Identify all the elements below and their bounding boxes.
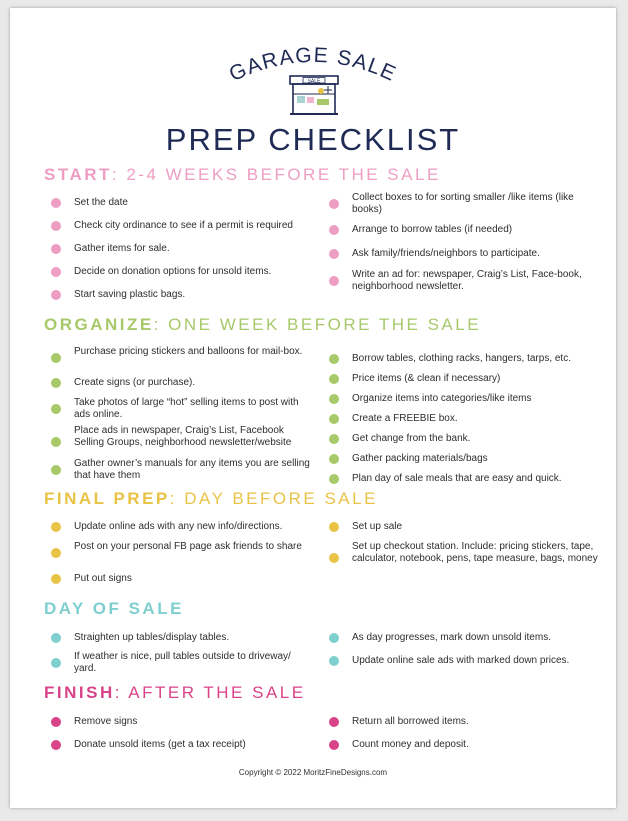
checklist-page: GARAGE SALE SALE PREP CHECKLIST START: 2-4 WEEKS BEFORE THE SALE Set the date Check city ordinance to see if a permit is required Gather items for sale. Decide on donation options for unsold items. Start saving plastic bags. Collect boxes to for sorting smaller /like items (like books) Arrange to borrow tables (if needed) Ask family/friends/neighbors to participate. Write an ad for: newspaper, Craig’s List, Face-book, neighborhood newsletter. ORGANIZE: ONE WEEK BEFORE THE SALE Purchase pricing stickers and balloons for mail-box. Create signs (or purchase). Take photos of large “hot” selling items to post with ads online. Place ads in newspaper, Craig’s List, Facebook Selling Groups, neighborhood newsletter/website Gather owner’s manuals for any items you are selling that have them Borrow tables, clothing racks, hangers, tarps, etc. Price items (& clean if necessary) Organize items into categories/like items Create a FREEBIE box. Get change from the bank. Gather packing materials/bags Plan day of sale meals that are easy and quick. FINAL PREP: DAY BEFORE SALE Update online ads with any new info/directions. Post on your personal FB page ask friends to share Put out signs Set up sale Set up checkout station. Include: pricing stickers, tape, calculator, notebook, pens, tape measure, bags, money DAY OF SALE Straighten up tables/display tables. If weather is nice, pull tables outside to driveway/ yard. As day progresses, mark down unsold items. Update online sale ads with marked down prices. FINISH: AFTER THE SALE Remove signs Donate unsold items (get a tax receipt) Return all borrowed items. Count money and deposit. Copyright © 2022 MoritzFineDesigns.com bbox=[10, 8, 616, 808]
section-heading: FINISH: AFTER THE SALE bbox=[44, 683, 306, 702]
bullet-icon bbox=[51, 658, 61, 668]
bullet-icon bbox=[329, 474, 339, 484]
bullet-icon bbox=[329, 225, 339, 235]
bullet-icon bbox=[51, 267, 61, 277]
bullet-icon bbox=[51, 633, 61, 643]
bullet-icon bbox=[51, 548, 61, 558]
bullet-icon bbox=[51, 290, 61, 300]
bullet-icon bbox=[51, 404, 61, 414]
arc-title-text: GARAGE SALE bbox=[225, 43, 401, 87]
bullet-icon bbox=[51, 353, 61, 363]
bullet-icon bbox=[51, 465, 61, 475]
section-heading: ORGANIZE: ONE WEEK BEFORE THE SALE bbox=[44, 315, 482, 334]
bullet-icon bbox=[329, 354, 339, 364]
bullet-icon bbox=[329, 553, 339, 563]
bullet-icon bbox=[329, 633, 339, 643]
bullet-icon bbox=[51, 221, 61, 231]
section-heading: FINAL PREP: DAY BEFORE SALE bbox=[44, 489, 378, 508]
bullet-icon bbox=[51, 437, 61, 447]
bullet-icon bbox=[51, 198, 61, 208]
bullet-icon bbox=[329, 199, 339, 209]
bullet-icon bbox=[51, 244, 61, 254]
bullet-icon bbox=[329, 374, 339, 384]
bullet-icon bbox=[329, 394, 339, 404]
page-title: PREP CHECKLIST bbox=[165, 122, 461, 157]
bullet-icon bbox=[329, 522, 339, 532]
header bbox=[10, 8, 616, 168]
storefront-sale-icon bbox=[287, 74, 341, 118]
bullet-icon bbox=[329, 434, 339, 444]
bullet-icon bbox=[329, 414, 339, 424]
sign-text: SALE bbox=[307, 78, 321, 85]
bullet-icon bbox=[51, 740, 61, 750]
bullet-icon bbox=[329, 740, 339, 750]
bullet-icon bbox=[329, 249, 339, 259]
bullet-icon bbox=[51, 574, 61, 584]
copyright-footer: Copyright © 2022 MoritzFineDesigns.com bbox=[238, 768, 388, 777]
section-heading: DAY OF SALE bbox=[44, 599, 184, 618]
section-heading: START: 2-4 WEEKS BEFORE THE SALE bbox=[44, 165, 441, 184]
bullet-icon bbox=[329, 717, 339, 727]
bullet-icon bbox=[51, 522, 61, 532]
bullet-icon bbox=[51, 378, 61, 388]
bullet-icon bbox=[329, 454, 339, 464]
bullet-icon bbox=[51, 717, 61, 727]
bullet-icon bbox=[329, 276, 339, 286]
bullet-icon bbox=[329, 656, 339, 666]
